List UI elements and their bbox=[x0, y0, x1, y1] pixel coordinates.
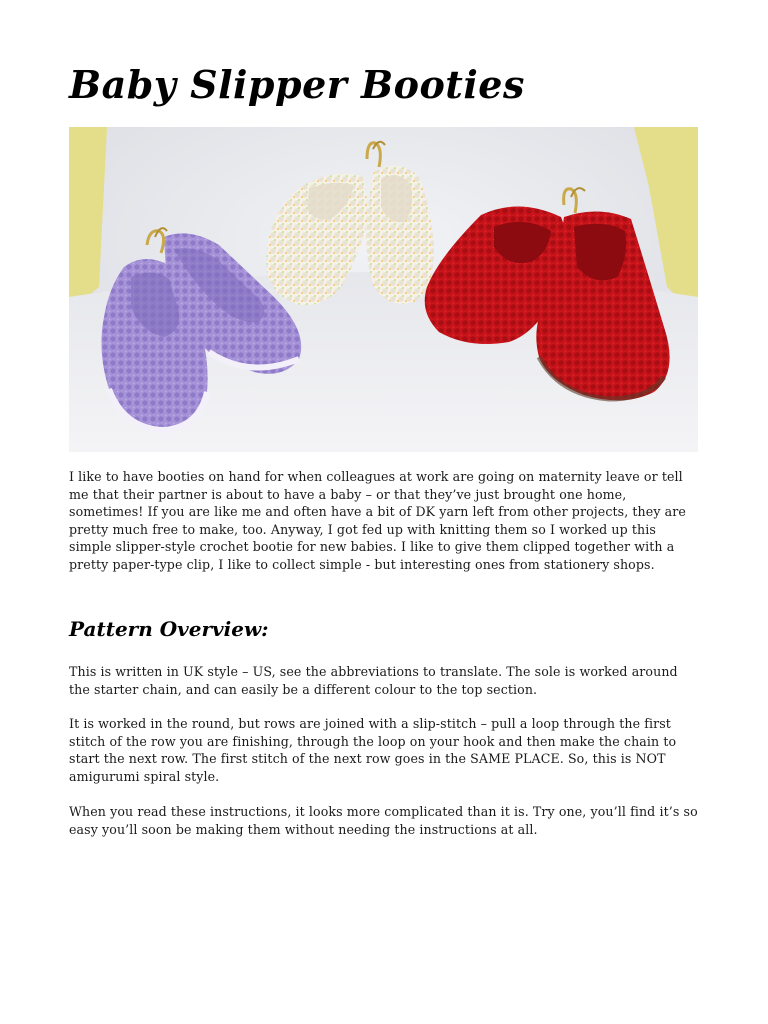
intro-paragraph: I like to have booties on hand for when colleagues at work are going on maternity leave or tell me that their partner is about to have a baby – or that they’ve just brought one home, sometimes! If you are like me and often have a bit of DK yarn left from other projects, they are pretty much free to make, too. Anyway, I got fed up with knitting them so I worked up this simple slipper-style crochet bootie for new babies. I like to give them clipped together with a pretty paper-type clip, I like to collect simple - but interesting ones from stationery shops. bbox=[69, 469, 686, 572]
overview-paragraph-easy: When you read these instructions, it looks more complicated than it is. Try one, you’ll find it’s so easy you’ll soon be making them without needing the instructions at all. bbox=[69, 804, 698, 837]
booties-photo-illustration bbox=[69, 127, 698, 452]
overview-paragraph-uk-style: This is written in UK style – US, see the abbreviations to translate. The sole is worked around the starter chain, and can easily be a different colour to the top section. bbox=[69, 664, 678, 697]
overview-paragraph-in-the-round: It is worked in the round, but rows are joined with a slip-stitch – pull a loop through the first stitch of the row you are finishing, through the loop on your hook and then make the chain to start the next row. The first stitch of the next row goes in the SAME PLACE. So, this is NOT amigurumi spiral style. bbox=[69, 716, 677, 784]
page-title: Baby Slipper Booties bbox=[69, 62, 525, 107]
pattern-overview-heading: Pattern Overview: bbox=[69, 617, 269, 641]
booties-photo bbox=[69, 127, 698, 452]
